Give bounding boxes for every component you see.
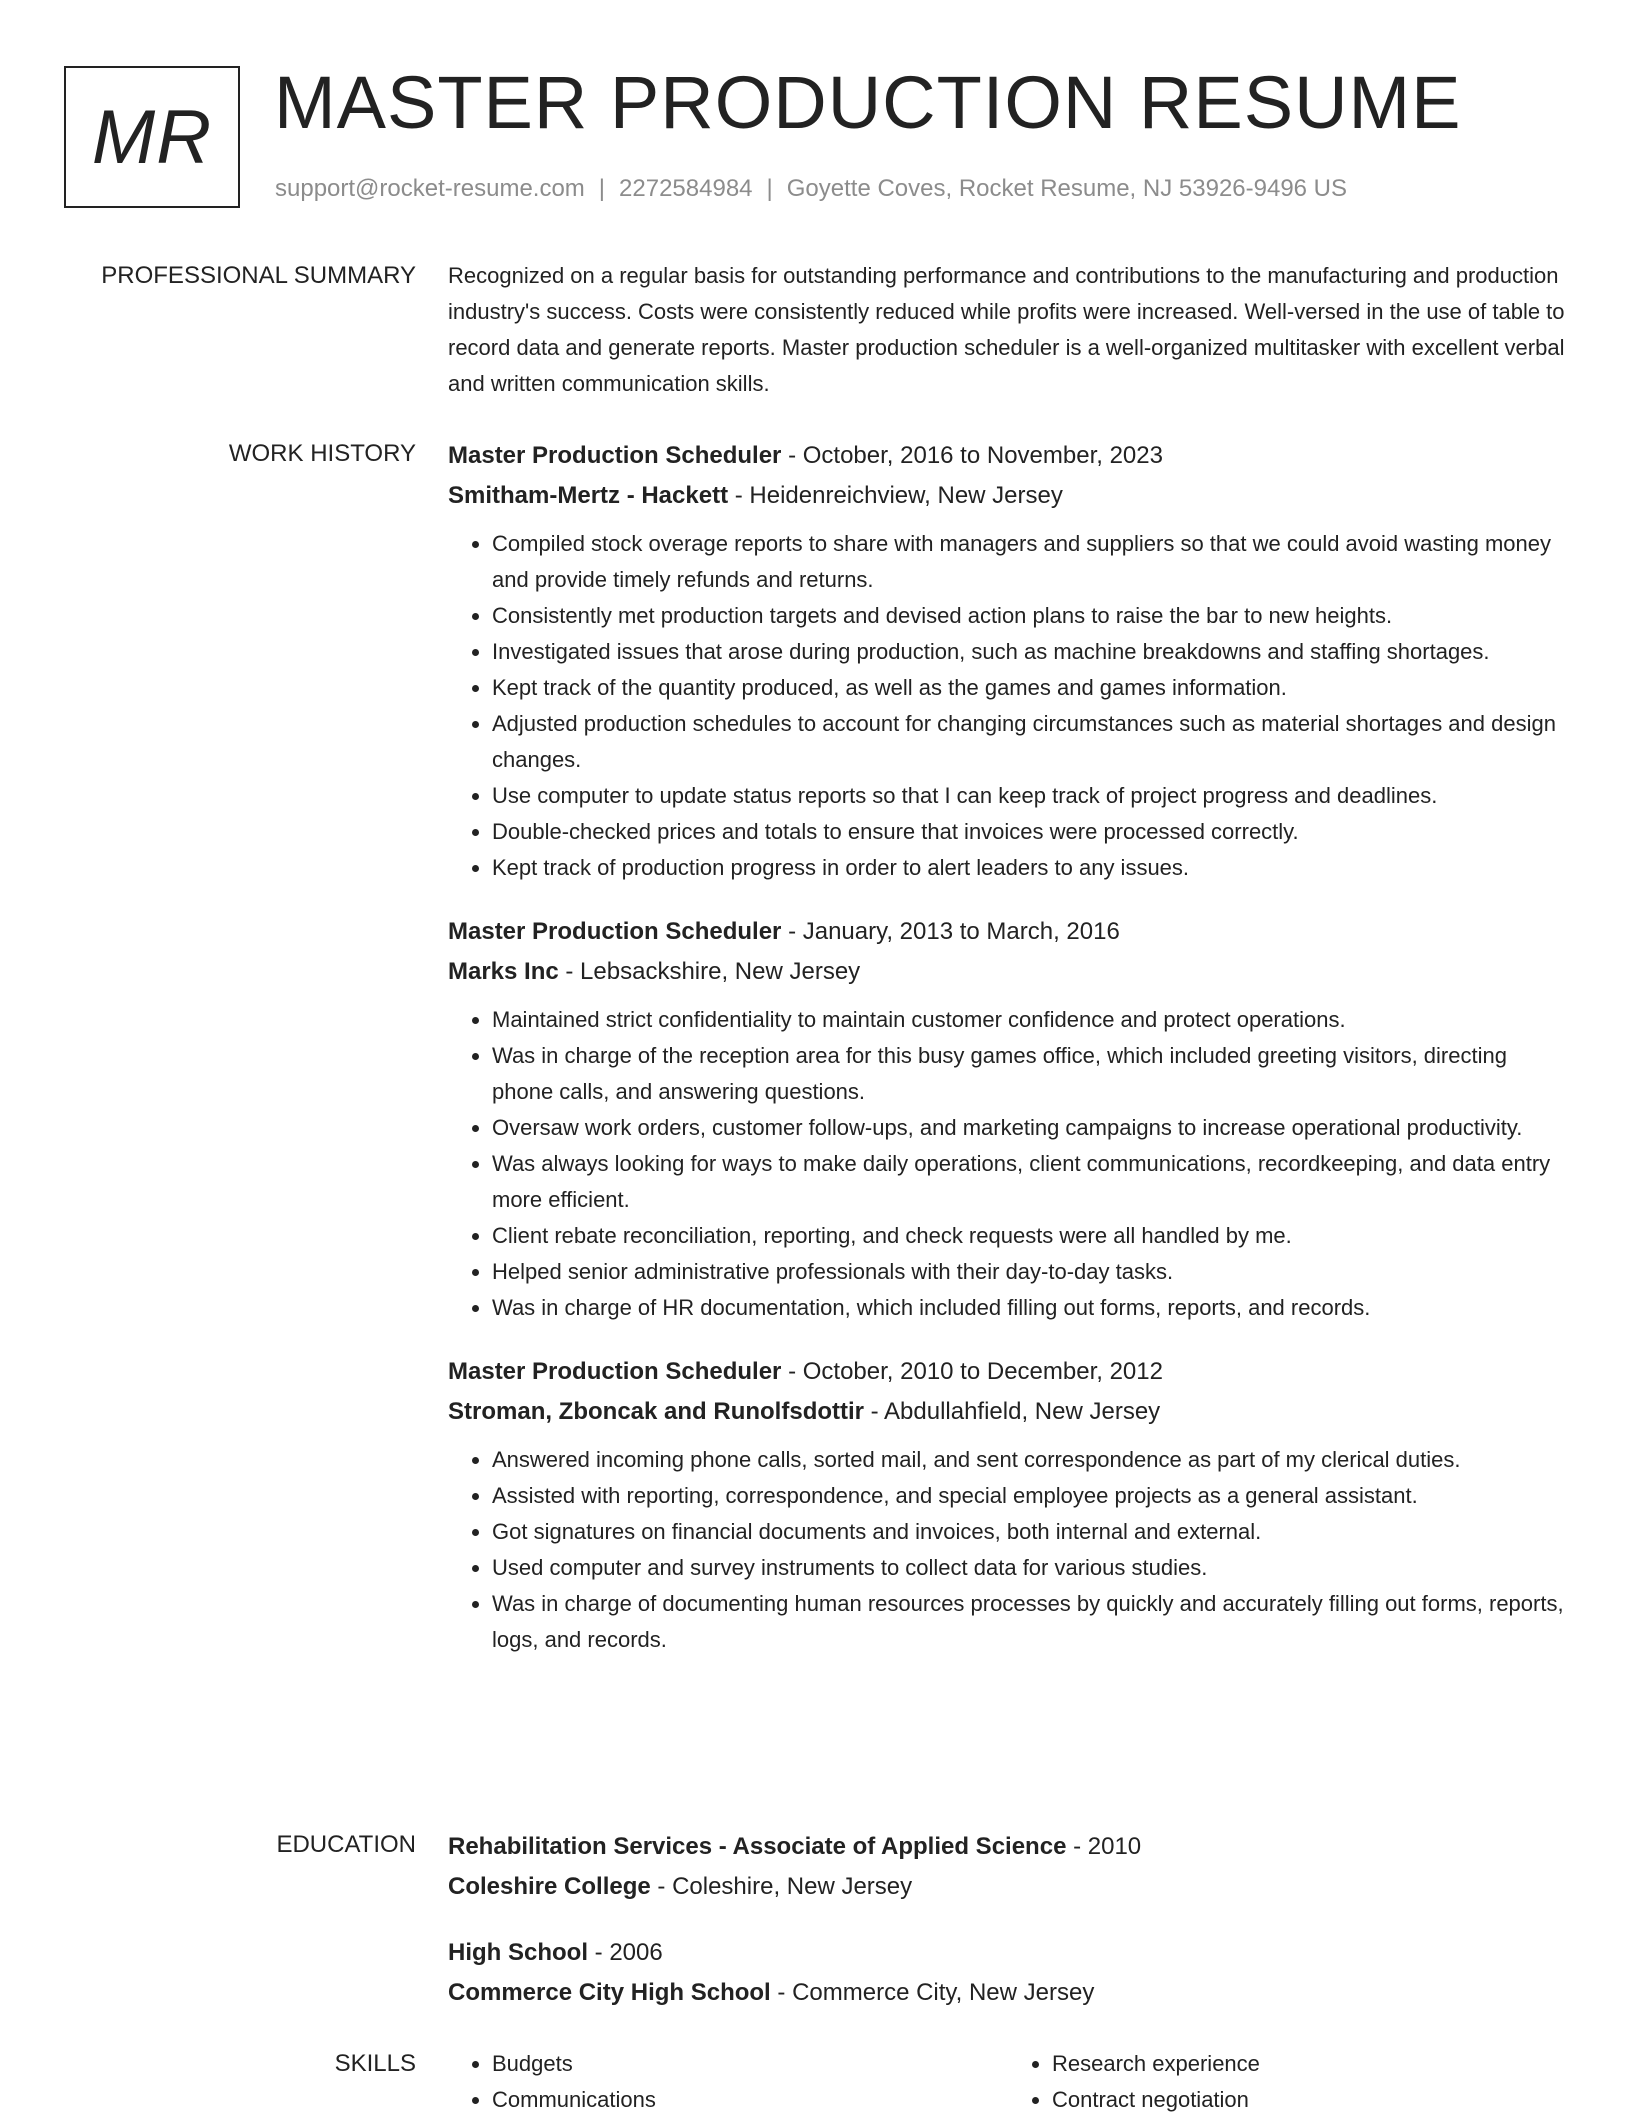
job-location: - Lebsackshire, New Jersey bbox=[558, 958, 861, 985]
job-title: Master Production Scheduler bbox=[448, 1358, 782, 1385]
skills-grid bbox=[448, 2046, 1568, 2118]
contact-line bbox=[275, 175, 1347, 203]
job-bullet: • Investigated issues that arose during production, such as machine breakdowns and staffing shortages. bbox=[492, 634, 1568, 670]
resume-name: MASTER PRODUCTION RESUME bbox=[274, 61, 1462, 144]
job-bullet: • Was in charge of HR documentation, which included filling out forms, reports, and records. bbox=[492, 1290, 1568, 1326]
job-company: Marks Inc bbox=[448, 958, 559, 985]
job-bullet: • Kept track of the quantity produced, as well as the games and games information. bbox=[492, 670, 1568, 706]
education-entry bbox=[448, 1933, 1568, 2013]
job-bullet-list bbox=[448, 1002, 1568, 1326]
job-company-line bbox=[448, 476, 1568, 516]
education-entry bbox=[448, 1827, 1568, 1907]
job-bullet: • Got signatures on financial documents and invoices, both internal and external. bbox=[492, 1514, 1568, 1550]
degree-name: High School bbox=[448, 1939, 588, 1966]
job-dates: - October, 2016 to November, 2023 bbox=[781, 442, 1163, 469]
job-bullet: • Assisted with reporting, correspondence, and special employee projects as a general assistant. bbox=[492, 1478, 1568, 1514]
job-bullet: • Compiled stock overage reports to share with managers and suppliers so that we could avoid wasting money and provide timely refunds and returns. bbox=[492, 526, 1568, 598]
job-bullet: • Helped senior administrative professionals with their day-to-day tasks. bbox=[492, 1254, 1568, 1290]
job-entry bbox=[448, 912, 1568, 1326]
job-bullet: • Was in charge of documenting human resources processes by quickly and accurately filling out forms, reports, logs, and records. bbox=[492, 1586, 1568, 1658]
work-history-heading: WORK HISTORY bbox=[228, 440, 416, 467]
job-bullet: • Client rebate reconciliation, reporting, and check requests were all handled by me. bbox=[492, 1218, 1568, 1254]
skill-item: • Budgets bbox=[492, 2046, 1008, 2082]
job-bullet: • Was always looking for ways to make daily operations, client communications, recordkeeping, and data entry more efficient. bbox=[492, 1146, 1568, 1218]
job-title-line bbox=[448, 912, 1568, 952]
job-bullet: • Adjusted production schedules to account for changing circumstances such as material shortages and design changes. bbox=[492, 706, 1568, 778]
job-bullet-list bbox=[448, 526, 1568, 886]
job-bullet: • Used computer and survey instruments to collect data for various studies. bbox=[492, 1550, 1568, 1586]
skills-list-right bbox=[1008, 2046, 1568, 2118]
school-line bbox=[448, 1867, 1568, 1907]
job-title: Master Production Scheduler bbox=[448, 442, 782, 469]
job-dates: - January, 2013 to March, 2016 bbox=[781, 918, 1120, 945]
skills-list-left bbox=[448, 2046, 1008, 2118]
contact-separator: | bbox=[598, 175, 606, 202]
job-bullet: • Consistently met production targets and devised action plans to raise the bar to new heights. bbox=[492, 598, 1568, 634]
job-company: Stroman, Zboncak and Runolfsdottir bbox=[448, 1398, 865, 1425]
job-bullet: • Use computer to update status reports so that I can keep track of project progress and deadlines. bbox=[492, 778, 1568, 814]
job-bullet: • Oversaw work orders, customer follow-ups, and marketing campaigns to increase operational productivity. bbox=[492, 1110, 1568, 1146]
skill-item: • Contract negotiation bbox=[1052, 2082, 1568, 2118]
summary-heading: PROFESSIONAL SUMMARY bbox=[101, 262, 416, 289]
job-entry bbox=[448, 436, 1568, 886]
job-company: Smitham-Mertz - Hackett bbox=[448, 482, 729, 509]
contact-address: Goyette Coves, Rocket Resume, NJ 53926-9496 US bbox=[786, 175, 1348, 202]
job-location: - Heidenreichview, New Jersey bbox=[728, 482, 1063, 509]
job-bullet: • Was in charge of the reception area for this busy games office, which included greeting visitors, directing phone calls, and answering questions. bbox=[492, 1038, 1568, 1110]
job-bullet: • Answered incoming phone calls, sorted mail, and sent correspondence as part of my clerical duties. bbox=[492, 1442, 1568, 1478]
degree-line bbox=[448, 1827, 1568, 1867]
school-location: - Coleshire, New Jersey bbox=[650, 1873, 913, 1900]
job-dates: - October, 2010 to December, 2012 bbox=[781, 1358, 1163, 1385]
degree-year: - 2010 bbox=[1066, 1833, 1142, 1860]
contact-phone[interactable]: 2272584984 bbox=[619, 175, 753, 202]
education-heading: EDUCATION bbox=[276, 1831, 416, 1858]
summary-text: Recognized on a regular basis for outstanding performance and contributions to the manufacturing and production industry's success. Costs were consistently reduced while profits were increased. Well-versed in the use of table to record data and generate reports. Master production scheduler is a well-organized multitasker with excellent verbal and written communication skills. bbox=[448, 263, 1565, 396]
job-title: Master Production Scheduler bbox=[448, 918, 782, 945]
skills-heading: SKILLS bbox=[334, 2050, 416, 2077]
job-company-line bbox=[448, 952, 1568, 992]
degree-line bbox=[448, 1933, 1568, 1973]
job-bullet-list bbox=[448, 1442, 1568, 1658]
school-name: Commerce City High School bbox=[448, 1979, 771, 2006]
job-title-line bbox=[448, 436, 1568, 476]
contact-email[interactable]: support@rocket-resume.com bbox=[275, 175, 585, 202]
job-entry bbox=[448, 1352, 1568, 1658]
job-bullet: • Kept track of production progress in order to alert leaders to any issues. bbox=[492, 850, 1568, 886]
job-location: - Abdullahfield, New Jersey bbox=[864, 1398, 1161, 1425]
school-name: Coleshire College bbox=[448, 1873, 651, 1900]
degree-year: - 2006 bbox=[588, 1939, 663, 1966]
job-bullet: • Double-checked prices and totals to ensure that invoices were processed correctly. bbox=[492, 814, 1568, 850]
school-line bbox=[448, 1973, 1568, 2013]
school-location: - Commerce City, New Jersey bbox=[770, 1979, 1095, 2006]
monogram-logo: MR bbox=[64, 66, 240, 208]
skill-item: • Communications bbox=[492, 2082, 1008, 2118]
degree-name: Rehabilitation Services - Associate of Applied Science bbox=[448, 1833, 1067, 1860]
job-title-line bbox=[448, 1352, 1568, 1392]
job-company-line bbox=[448, 1392, 1568, 1432]
skill-item: • Research experience bbox=[1052, 2046, 1568, 2082]
contact-separator: | bbox=[766, 175, 773, 202]
job-bullet: • Maintained strict confidentiality to maintain customer confidence and protect operations. bbox=[492, 1002, 1568, 1038]
